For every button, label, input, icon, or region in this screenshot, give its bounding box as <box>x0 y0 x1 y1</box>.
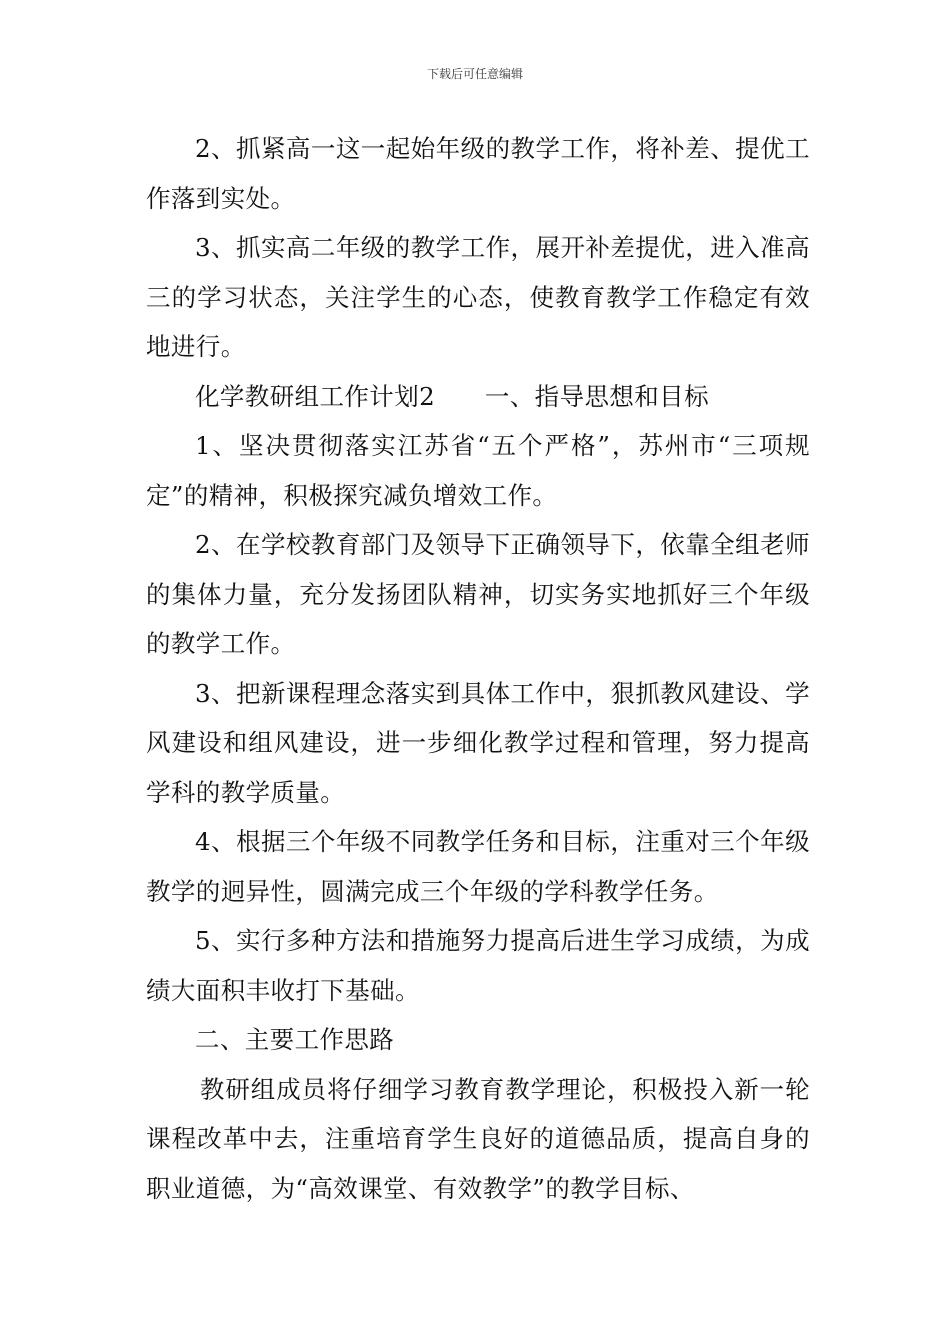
paragraph-4: 2、在学校教育部门及领导下正确领导下，依靠全组老师的集体力量，充分发扬团队精神，切实务实地抓好三个年级的教学工作。 <box>146 530 810 658</box>
section-heading-plan: 化学教研组工作计划2 一、指导思想和目标 <box>195 381 709 411</box>
paragraph-3: 1、坚决贯彻落实江苏省“五个严格”，苏州市“三项规定”的精神，积极探究减负增效工作。 <box>146 431 810 510</box>
document-body <box>146 124 810 1213</box>
paragraph-7: 5、实行多种方法和措施努力提高后进生学习成绩，为成绩大面积丰收打下基础。 <box>146 926 810 1005</box>
page-header-note: 下载后可任意编辑 <box>426 67 523 81</box>
paragraph-2: 3、抓实高二年级的教学工作，展开补差提优，进入准高三的学习状态，关注学生的心态，使教育教学工作稳定有效地进行。 <box>146 233 810 361</box>
paragraph-1: 2、抓紧高一这一起始年级的教学工作，将补差、提优工作落到实处。 <box>146 134 810 213</box>
paragraph-6: 4、根据三个年级不同教学任务和目标，注重对三个年级教学的迥异性，圆满完成三个年级的学科教学任务。 <box>146 827 810 906</box>
paragraph-5: 3、把新课程理念落实到具体工作中，狠抓教风建设、学风建设和组风建设，进一步细化教学过程和管理，努力提高学科的教学质量。 <box>146 678 810 807</box>
paragraph-8: 教研组成员将仔细学习教育教学理论，积极投入新一轮课程改革中去，注重培育学生良好的道德品质，提高自身的职业道德，为“高效课堂、有效教学”的教学目标、 <box>146 1074 810 1203</box>
section-heading-ideas: 二、主要工作思路 <box>195 1025 395 1054</box>
